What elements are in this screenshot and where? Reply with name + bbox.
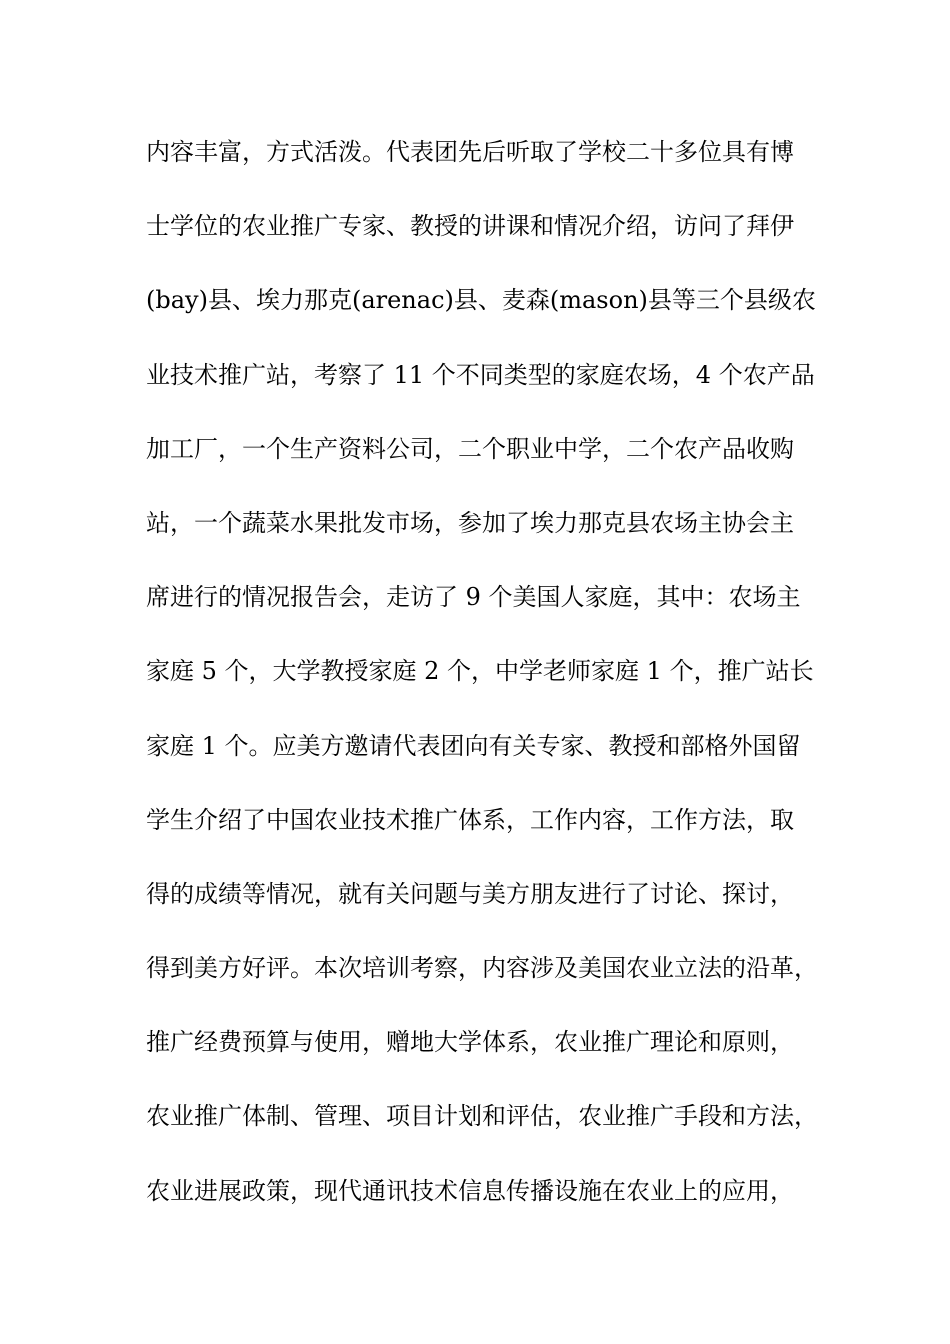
body-paragraph [146,132,836,1245]
text-line: 内容丰富，方式活泼。代表团先后听取了学校二十多位具有博 [146,138,794,166]
text-line: 农业进展政策，现代通讯技术信息传播设施在农业上的应用， [146,1176,794,1205]
text-line: 家庭 1 个。应美方邀请代表团向有关专家、教授和部格外国留 [146,731,801,760]
text-line: 农业推广体制、管理、项目计划和评估，农业推广手段和方法， [146,1102,818,1131]
text-line: 得到美方好评。本次培训考察，内容涉及美国农业立法的沿革， [146,954,818,983]
text-line: 席进行的情况报告会，走访了 9 个美国人家庭，其中：农场主 [146,583,801,612]
text-line: 推广经费预算与使用，赠地大学体系，农业推广理论和原则， [146,1028,794,1057]
text-line: 加工厂，一个生产资料公司，二个职业中学，二个农产品收购 [146,434,794,463]
text-line: 业技术推广站，考察了 11 个不同类型的家庭农场，4 个农产品 [146,360,815,389]
text-line: 学生介绍了中国农业技术推广体系，工作内容，工作方法，取 [146,805,794,834]
text-line: 得的成绩等情况，就有关问题与美方朋友进行了讨论、探讨， [146,879,794,908]
text-line: (bay)县、埃力那克(arenac)县、麦森(mason)县等三个县级农 [146,286,816,315]
text-line: 家庭 5 个，大学教授家庭 2 个，中学老师家庭 1 个，推广站长 [146,657,814,686]
text-line: 士学位的农业推广专家、教授的讲课和情况介绍，访问了拜伊 [146,212,794,241]
text-line: 站，一个蔬菜水果批发市场，参加了埃力那克县农场主协会主 [146,508,794,537]
